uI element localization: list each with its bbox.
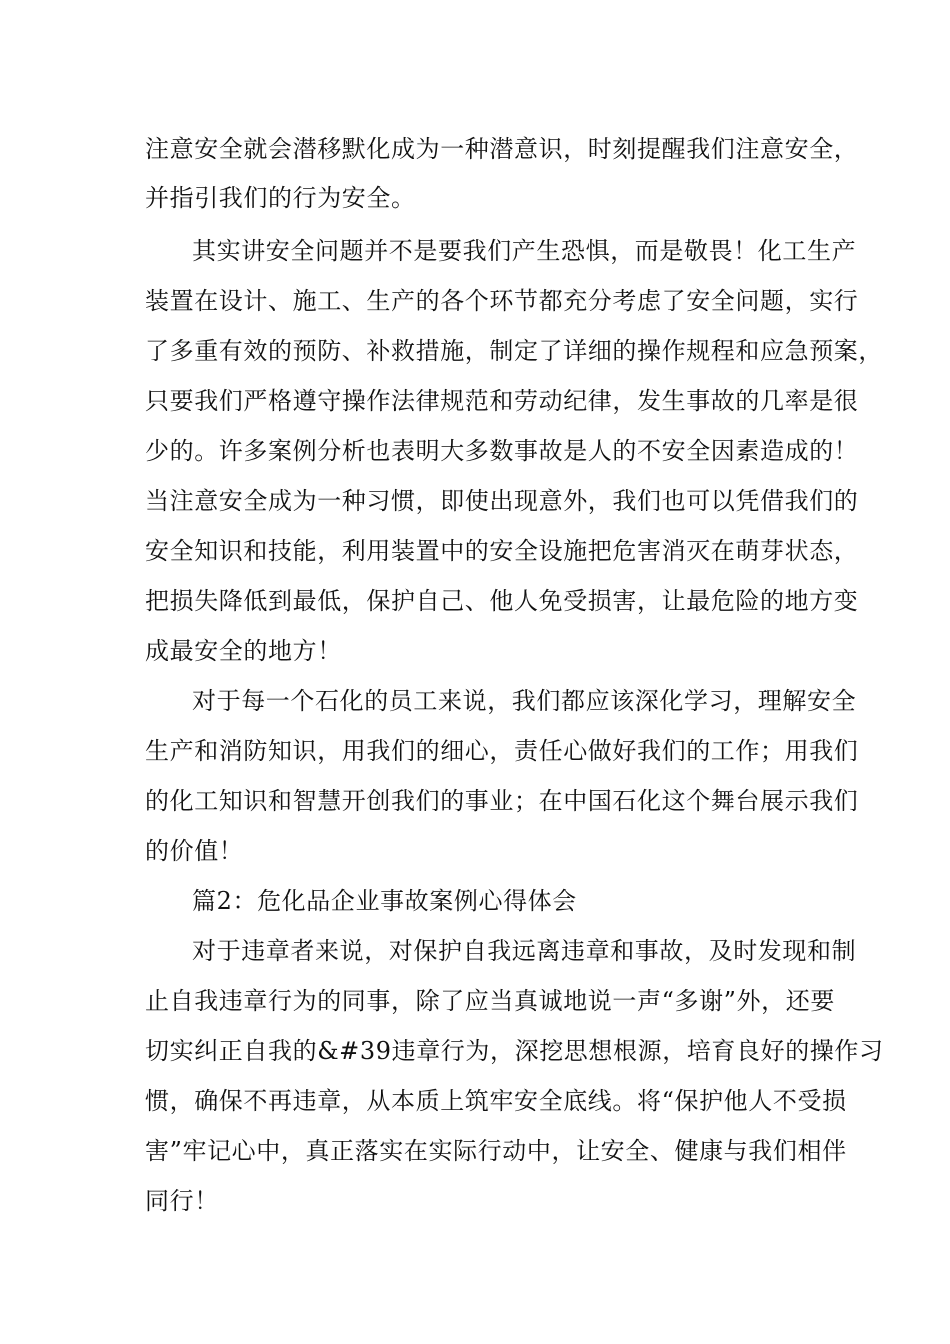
text-line: 的价值！ [145,837,244,865]
text-line: 同行！ [145,1187,219,1215]
text-line: 了多重有效的预防、补救措施，制定了详细的操作规程和应急预案， [145,337,883,365]
text-line: 惯，确保不再违章，从本质上筑牢安全底线。将“保护他人不受损 [145,1087,847,1115]
paragraph-first-line: 其实讲安全问题并不是要我们产生恐惧，而是敬畏！化工生产 [192,237,857,265]
text-line: 切实纠正自我的&#39违章行为，深挖思想根源，培育良好的操作习 [145,1037,884,1065]
paragraph-first-line: 对于违章者来说，对保护自我远离违章和事故，及时发现和制 [192,937,857,965]
paragraph-first-line: 对于每一个石化的员工来说，我们都应该深化学习，理解安全 [192,687,857,715]
text-line: 当注意安全成为一种习惯，即使出现意外，我们也可以凭借我们的 [145,487,859,515]
text-line: 止自我违章行为的同事，除了应当真诚地说一声“多谢”外，还要 [145,987,835,1015]
text-line: 只要我们严格遵守操作法律规范和劳动纪律，发生事故的几率是很 [145,387,859,415]
text-line: 生产和消防知识，用我们的细心，责任心做好我们的工作；用我们 [145,737,859,765]
section-heading: 篇2：危化品企业事故案例心得体会 [192,887,577,915]
text-line: 安全知识和技能，利用装置中的安全设施把危害消灭在萌芽状态， [145,537,859,565]
text-line: 害”牢记心中，真正落实在实际行动中，让安全、健康与我们相伴 [145,1137,847,1165]
text-line: 注意安全就会潜移默化成为一种潜意识，时刻提醒我们注意安全， [145,135,859,163]
text-line: 少的。许多案例分析也表明大多数事故是人的不安全因素造成的！ [145,437,859,465]
text-line: 并指引我们的行为安全。 [145,184,416,212]
text-line: 装置在设计、施工、生产的各个环节都充分考虑了安全问题，实行 [145,287,859,315]
text-line: 成最安全的地方！ [145,637,342,665]
text-line: 把损失降低到最低，保护自己、他人免受损害，让最危险的地方变 [145,587,859,615]
text-line: 的化工知识和智慧开创我们的事业；在中国石化这个舞台展示我们 [145,787,859,815]
